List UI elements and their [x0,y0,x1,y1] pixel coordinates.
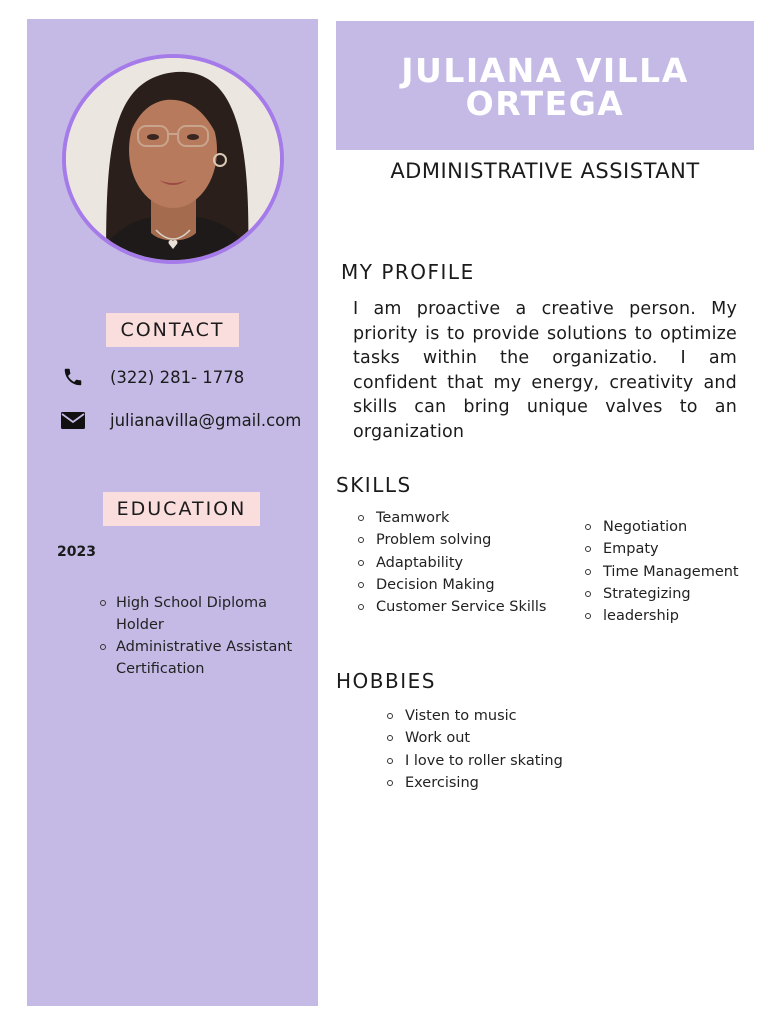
education-item: High School Diploma Holder [100,592,300,636]
skills-heading: SKILLS [336,473,412,497]
skill-item: Negotiation [585,516,739,538]
name-header [336,21,754,150]
profile-photo [62,54,284,264]
hobby-item: I love to roller skating [387,750,563,772]
bullet-icon [585,591,591,597]
bullet-icon [585,569,591,575]
skill-item: Decision Making [358,574,546,596]
bullet-icon [387,758,393,764]
profile-text: I am proactive a creative person. My priority is to provide solutions to optimize tasks within the organizatio. I am confident that my energy, creativity and skills can bring unique valves to an organization [353,299,737,442]
hobby-item: Exercising [387,772,563,794]
mail-icon [58,405,88,435]
contact-phone-row [58,362,245,392]
contact-section-label: CONTACT [106,313,239,347]
education-item: Administrative Assistant Certification [100,636,300,680]
bullet-icon [358,537,364,543]
bullet-icon [585,524,591,530]
skills-list-left [358,507,546,618]
skill-item: Time Management [585,561,739,583]
bullet-icon [585,546,591,552]
education-year: 2023 [57,544,96,560]
bullet-icon [387,713,393,719]
bullet-icon [358,515,364,521]
education-section-label: EDUCATION [103,492,260,526]
skill-item: Adaptability [358,552,546,574]
bullet-icon [358,560,364,566]
bullet-icon [100,600,106,606]
bullet-icon [585,613,591,619]
skills-list-right [585,516,739,627]
bullet-icon [387,780,393,786]
skill-item: Teamwork [358,507,546,529]
skill-item: Customer Service Skills [358,596,546,618]
hobby-item: Work out [387,727,563,749]
bullet-icon [358,582,364,588]
name-second-line: ORTEGA [465,83,625,123]
contact-email-row [58,405,302,435]
profile-heading: MY PROFILE [341,260,475,284]
hobby-item: Visten to music [387,705,563,727]
education-list [100,592,300,680]
email-address: julianavilla@gmail.com [110,410,302,430]
bullet-icon [387,735,393,741]
skill-item: Empaty [585,538,739,560]
phone-number: (322) 281- 1778 [110,367,245,387]
skill-item: Problem solving [358,529,546,551]
bullet-icon [358,604,364,610]
skill-item: leadership [585,605,739,627]
name-first-line: JULIANA VILLA [401,50,689,90]
skill-item: Strategizing [585,583,739,605]
job-title: ADMINISTRATIVE ASSISTANT [390,159,700,183]
hobbies-heading: HOBBIES [336,669,436,693]
phone-icon [58,362,88,392]
bullet-icon [100,644,106,650]
hobbies-list [387,705,563,794]
